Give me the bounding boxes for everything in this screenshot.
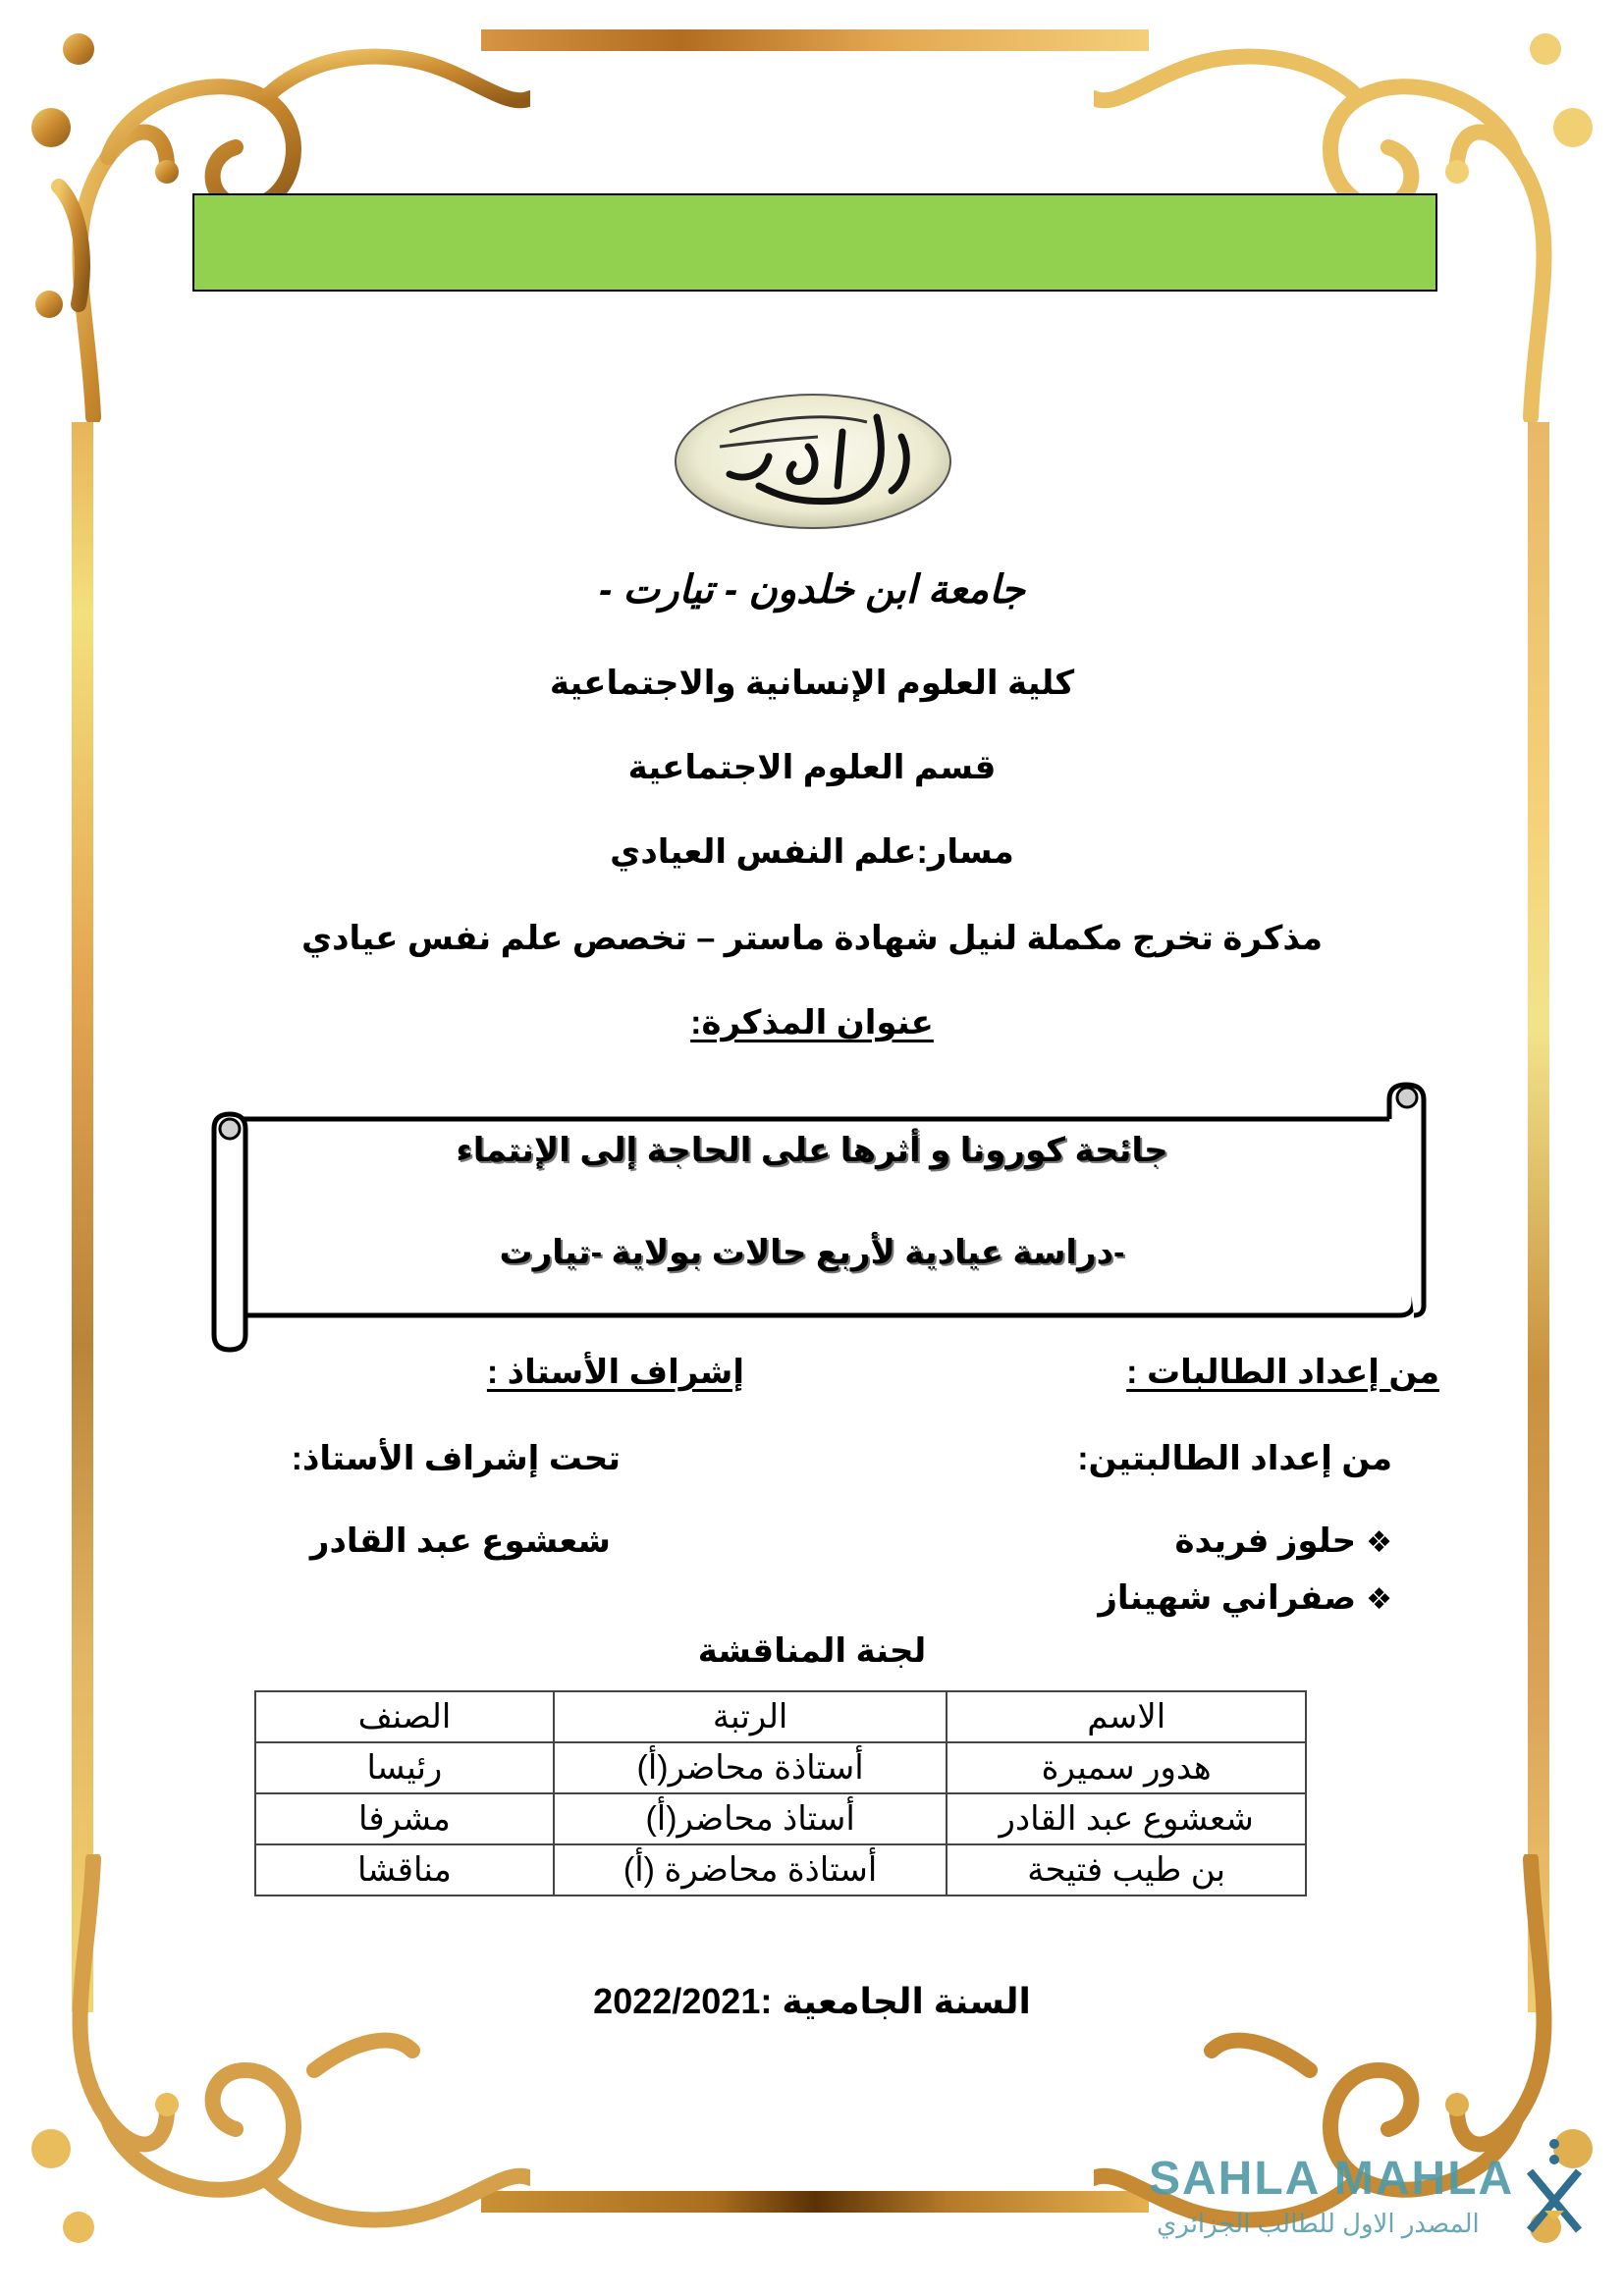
green-banner — [192, 193, 1437, 292]
committee-table — [254, 1690, 1307, 1896]
frame-top-bar — [481, 29, 1149, 51]
ornament-corner-icon — [20, 1854, 530, 2267]
cell-rank: أستاذة محاضر(أ) — [554, 1742, 947, 1793]
frame-right-bar — [1528, 422, 1549, 2012]
table-header-row — [255, 1691, 1306, 1742]
frame-left-bar — [72, 422, 93, 2012]
university-name: جامعة ابن خلدون - تيارت - — [598, 568, 1025, 612]
cell-type: مشرفا — [255, 1793, 554, 1844]
table-row — [255, 1793, 1306, 1844]
frame-bottom-bar — [481, 2191, 1149, 2213]
header-rank: الرتبة — [554, 1691, 947, 1742]
student-name — [1098, 1578, 1392, 1618]
watermark — [1149, 2152, 1581, 2260]
watermark-tagline: المصدر الاول للطالب الجزائري — [1157, 2209, 1480, 2238]
committee-title: لجنة المناقشة — [697, 1632, 927, 1670]
track-name: مسار:علم النفس العيادي — [610, 833, 1014, 871]
memo-title-label — [0, 1003, 1624, 1042]
cell-name: شعشوع عبد القادر — [947, 1793, 1306, 1844]
cell-type: مناقشا — [255, 1844, 554, 1896]
title-scroll-banner — [206, 1080, 1443, 1355]
university-seal-icon — [671, 388, 955, 535]
cell-name: بن طيب فتيحة — [947, 1844, 1306, 1896]
student-name-text: حلوز فريدة — [1174, 1522, 1357, 1560]
thesis-title-line2: -دراسة عيادية لأربع حالات بولاية -تيارت — [499, 1234, 1125, 1271]
department-name: قسم العلوم الاجتماعية — [627, 749, 997, 786]
table-row — [255, 1742, 1306, 1793]
cell-type: رئيسا — [255, 1742, 554, 1793]
students-heading: من إعداد الطالبات : — [1126, 1354, 1439, 1391]
faculty-name: كلية العلوم الإنسانية والاجتماعية — [549, 665, 1075, 702]
cell-name: هدور سميرة — [947, 1742, 1306, 1793]
supervisor-heading: إشراف الأستاذ : — [486, 1354, 744, 1391]
academic-year: السنة الجامعية :2022/2021 — [593, 1981, 1031, 2021]
memo-title-label-text: عنوان المذكرة: — [690, 1004, 934, 1041]
table-row — [255, 1844, 1306, 1896]
student-name — [1174, 1522, 1392, 1561]
header-type: الصنف — [255, 1691, 554, 1742]
diamond-bullet-icon: ❖ — [1366, 1583, 1392, 1616]
student-name-text: صفراني شهيناز — [1098, 1579, 1357, 1617]
memo-type: مذكرة تخرج مكملة لنيل شهادة ماستر – تخصص علم نفس عيادي — [300, 920, 1324, 957]
supervisor-subheading: تحت إشراف الأستاذ: — [291, 1440, 621, 1477]
supervisor-name: شعشوع عبد القادر — [309, 1522, 611, 1560]
thesis-title-line1: جائحة كورونا و أثرها على الحاجة إلى الإنتماء — [456, 1132, 1168, 1169]
cell-rank: أستاذة محاضرة (أ) — [554, 1844, 947, 1896]
cell-rank: أستاذ محاضر(أ) — [554, 1793, 947, 1844]
sahla-mahla-logo-icon — [1520, 2132, 1589, 2240]
header-name: الاسم — [947, 1691, 1306, 1742]
watermark-brand: SAHLA MAHLA — [1149, 2153, 1515, 2205]
students-subheading: من إعداد الطالبتين: — [1077, 1440, 1392, 1477]
diamond-bullet-icon: ❖ — [1366, 1526, 1392, 1559]
